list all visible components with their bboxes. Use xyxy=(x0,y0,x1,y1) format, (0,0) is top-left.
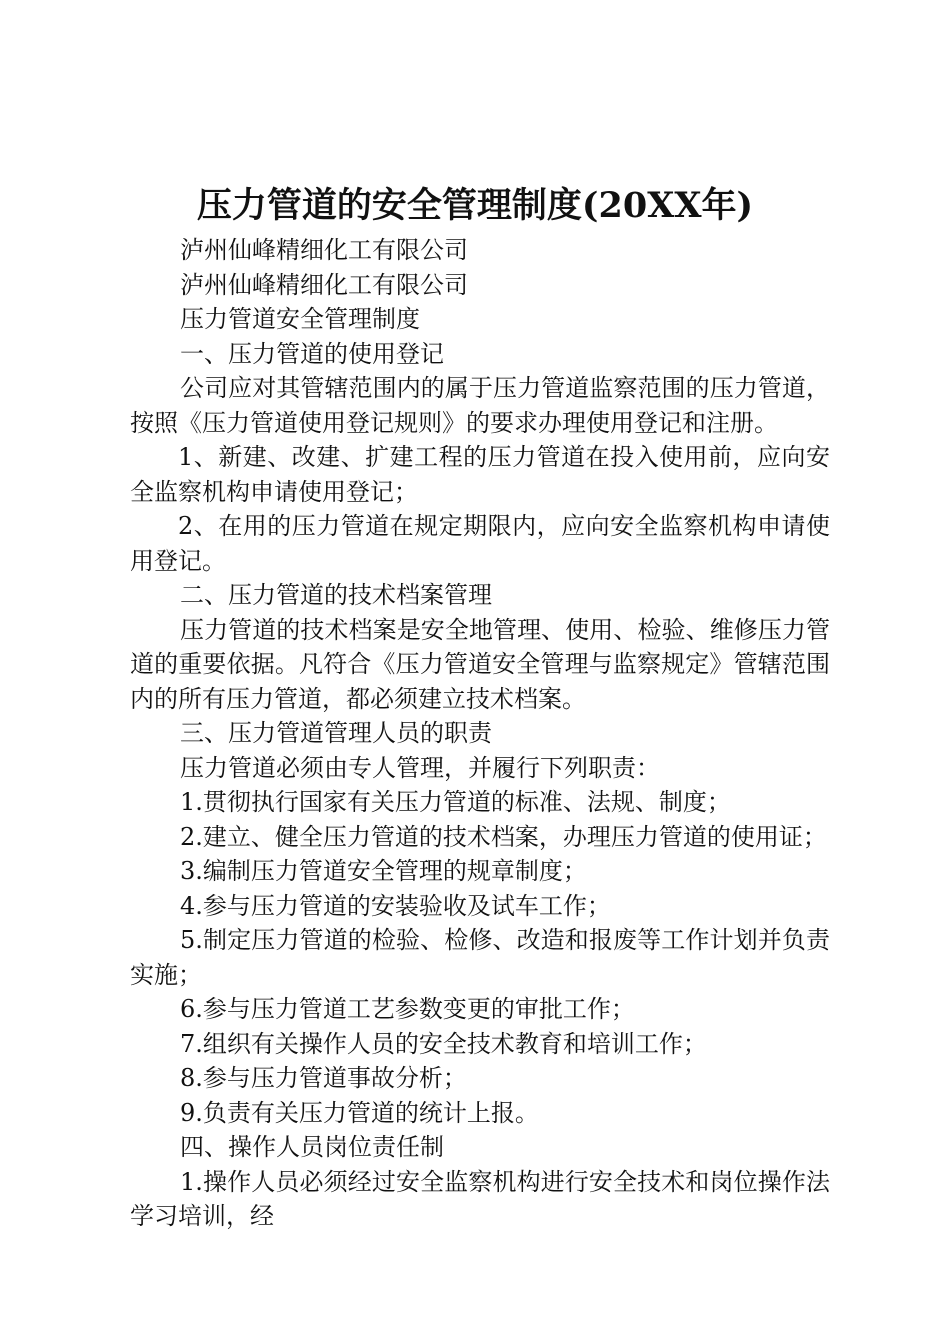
company-name-line: 泸州仙峰精细化工有限公司 xyxy=(180,236,468,264)
paragraph: 压力管道的技术档案是安全地管理、使用、检验、维修压力管道的重要依据。凡符合《压力管道安全管理与监察规定》管辖范围内的所有压力管道，都必须建立技术档案。 xyxy=(130,615,830,713)
document-body xyxy=(130,233,830,1234)
list-item: 2、在用的压力管道在规定期限内，应向安全监察机构申请使用登记。 xyxy=(130,512,830,575)
section-heading-3: 三、压力管道管理人员的职责 xyxy=(180,719,492,747)
list-item: 1.贯彻执行国家有关压力管道的标准、法规、制度； xyxy=(180,788,731,816)
paragraph: 公司应对其管辖范围内的属于压力管道监察范围的压力管道，按照《压力管道使用登记规则》的要求办理使用登记和注册。 xyxy=(130,374,830,437)
paragraph: 压力管道必须由专人管理，并履行下列职责： xyxy=(180,753,660,782)
list-item: 6.参与压力管道工艺参数变更的审批工作； xyxy=(180,995,635,1023)
list-item: 5.制定压力管道的检验、检修、改造和报废等工作计划并负责实施； xyxy=(130,926,830,989)
section-heading-4: 四、操作人员岗位责任制 xyxy=(180,1133,444,1161)
section-heading-2: 二、压力管道的技术档案管理 xyxy=(180,581,492,609)
list-item: 4.参与压力管道的安装验收及试车工作； xyxy=(180,891,611,920)
list-item: 1、新建、改建、扩建工程的压力管道在投入使用前，应向安全监察机构申请使用登记； xyxy=(130,443,830,506)
list-item: 7.组织有关操作人员的安全技术教育和培训工作； xyxy=(180,1029,707,1058)
list-item: 8.参与压力管道事故分析； xyxy=(180,1064,467,1092)
list-item: 2.建立、健全压力管道的技术档案，办理压力管道的使用证； xyxy=(180,822,827,851)
company-name-line: 泸州仙峰精细化工有限公司 xyxy=(180,270,468,299)
list-item: 1.操作人员必须经过安全监察机构进行安全技术和岗位操作法学习培训，经 xyxy=(130,1167,830,1230)
document-title: 压力管道的安全管理制度(20XX年) xyxy=(196,185,754,226)
list-item: 3.编制压力管道安全管理的规章制度； xyxy=(180,857,587,885)
list-item: 9.负责有关压力管道的统计上报。 xyxy=(180,1098,539,1127)
section-heading-1: 一、压力管道的使用登记 xyxy=(180,339,444,368)
document-subtitle: 压力管道安全管理制度 xyxy=(180,305,420,333)
